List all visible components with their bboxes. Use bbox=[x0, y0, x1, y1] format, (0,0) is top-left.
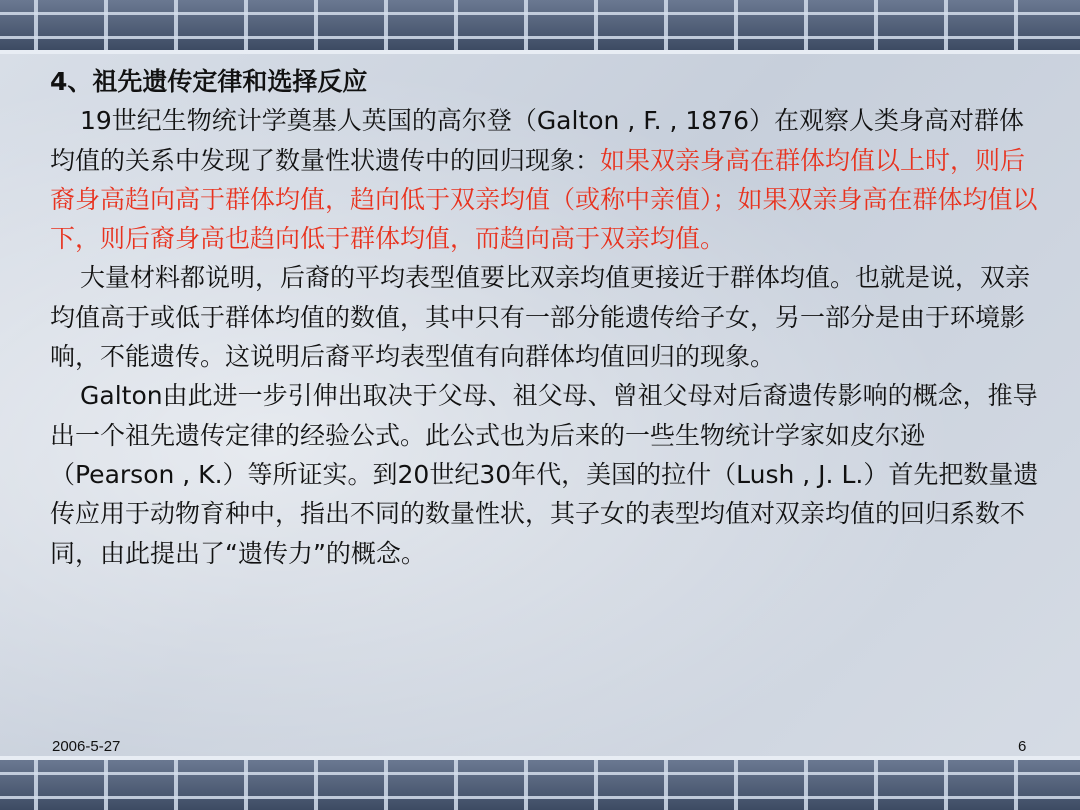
top-band-edge bbox=[0, 50, 1080, 54]
slide-heading: 4、祖先遗传定律和选择反应 bbox=[50, 67, 368, 96]
paragraph-galton-regression bbox=[50, 101, 1040, 258]
paragraph-galton-intro: 19世纪生物统计学奠基人英国的高尔登（Galton , F. , 1876）在观察人类身高对群体均值的关系中发现了数量性状遗传中的回归现象： bbox=[50, 106, 1025, 175]
page-number: 6 bbox=[1018, 738, 1027, 755]
slide-content bbox=[50, 62, 1040, 573]
bottom-wall-band bbox=[0, 760, 1080, 810]
top-wall-band bbox=[0, 0, 1080, 50]
paragraph-evidence: 大量材料都说明，后裔的平均表型值要比双亲均值更接近于群体均值。也就是说，双亲均值高于或低于群体均值的数值，其中只有一部分能遗传给子女，另一部分是由于环境影响，不能遗传。这说明后裔平均表型值有向群体均值回归的现象。 bbox=[50, 263, 1031, 372]
highlighted-regression-text: 如果双亲身高在群体均值以上时，则后裔身高趋向高于群体均值，趋向低于双亲均值（或称中亲值）；如果双亲身高在群体均值以下，则后裔身高也趋向低于群体均值，而趋向高于双亲均值。 bbox=[50, 145, 1038, 254]
paragraph-ancestral-law: Galton由此进一步引伸出取决于父母、祖父母、曾祖父母对后裔遗传影响的概念，推导出一个祖先遗传定律的经验公式。此公式也为后来的一些生物统计学家如皮尔逊（Pearson , K.）等所证实。到20世纪30年代，美国的拉什（Lush , J. L.）首先把数量遗传应用于动物育种中，指出不同的数量性状，其子女的表型均值对双亲均值的回归系数不同，由此提出了“遗传力”的概念。 bbox=[50, 381, 1039, 568]
footer-date: 2006-5-27 bbox=[52, 738, 121, 755]
